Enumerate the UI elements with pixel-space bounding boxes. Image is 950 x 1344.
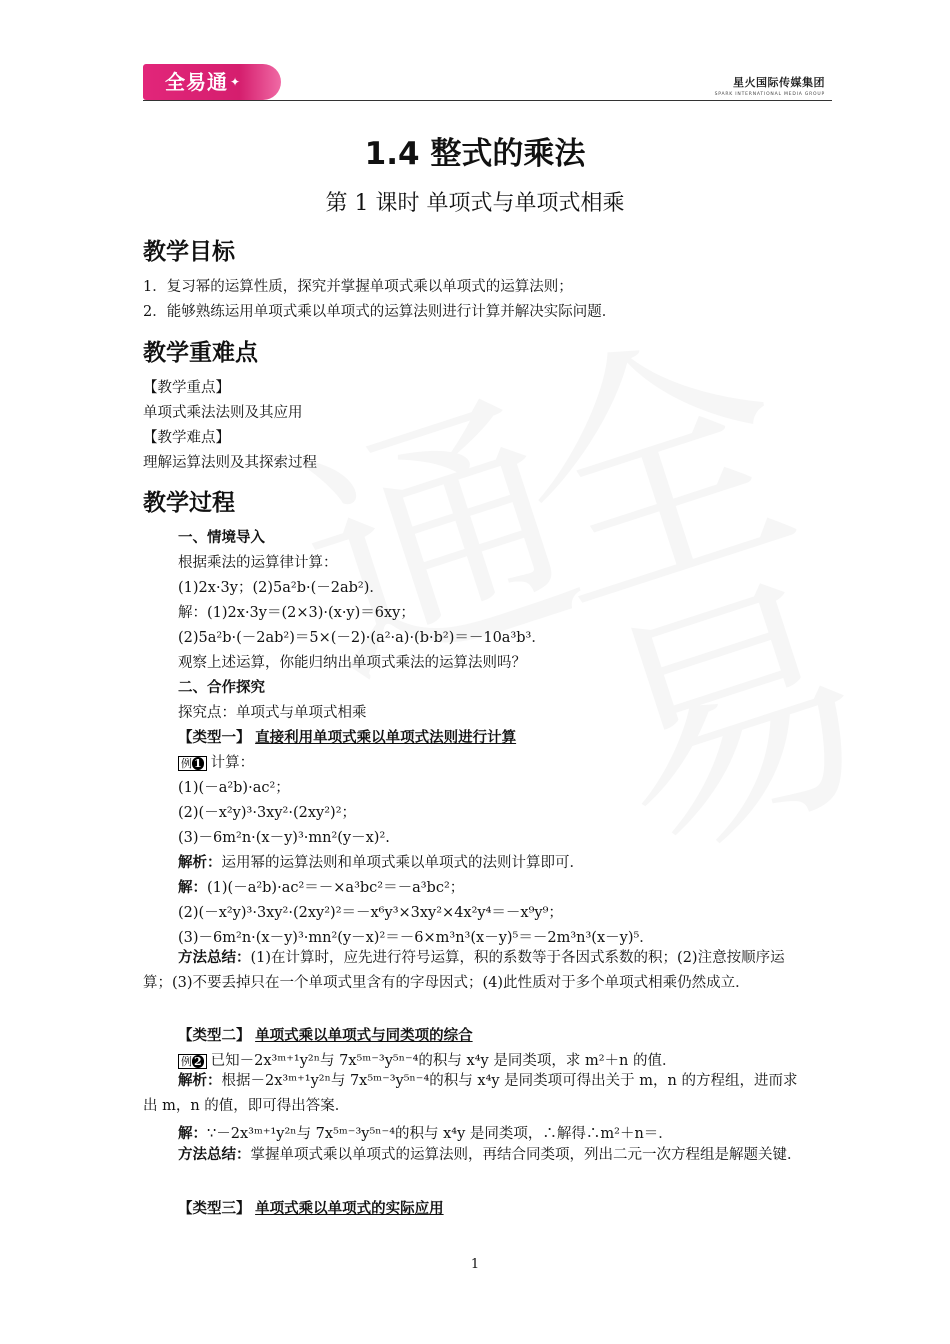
method-label: 方法总结：	[178, 1147, 251, 1163]
method-summary-2	[143, 1143, 807, 1168]
example-badge	[178, 1054, 207, 1069]
ex1-question-2: (2)(－x²y)³·3xy²·(2xy²)²；	[178, 805, 357, 821]
ex1-answer-3: (3)－6m²n·(x－y)³·mn²(y－x)²＝－6×m³n³(x－y)⁵＝－2m³n³(x－y)⁵．	[178, 930, 654, 946]
goal-item: 2．能够熟练运用单项式乘以单项式的运算法则进行计算并解决实际问题．	[143, 304, 617, 320]
solution-label: 解：	[178, 880, 207, 896]
intro-question: (1)2x·3y；(2)5a²b·(－2ab²)．	[178, 580, 384, 596]
intro-solution-2: (2)5a²b·(－2ab²)＝5×(－2)·(a²·a)·(b·b²)＝－10a³b³．	[178, 630, 546, 646]
solution-label: 解：	[178, 1126, 207, 1142]
type2-title: 单项式乘以单项式与同类项的综合	[255, 1028, 473, 1044]
type1-label: 【类型一】	[178, 730, 251, 746]
solution-text: ∵－2x³ᵐ⁺¹y²ⁿ与 7x⁵ᵐ⁻³y⁵ⁿ⁻⁴的积与 x⁴y 是同类项，∴解得∴m²＋n＝．	[207, 1126, 673, 1142]
section-heading-key: 教学重难点	[143, 340, 258, 366]
ex1-answer-2: (2)(－x²y)³·3xy²·(2xy²)²＝－x⁶y³×3xy²×4x²y⁴＝－x⁹y⁹；	[178, 905, 563, 921]
difficulty-label: 【教学难点】	[143, 430, 230, 446]
part2-title: 二、合作探究	[178, 680, 265, 696]
publisher-name-en: SPARK INTERNATIONAL MEDIA GROUP	[714, 92, 825, 97]
method-summary-1	[143, 946, 807, 996]
section-heading-goals: 教学目标	[143, 239, 235, 265]
type3-label: 【类型三】	[178, 1201, 251, 1217]
example-1-text: 计算：	[210, 755, 255, 771]
ex1-answer-1	[178, 878, 464, 898]
difficulty-text: 理解运算法则及其探索过程	[143, 455, 317, 471]
analysis-text: 根据－2x³ᵐ⁺¹y²ⁿ与 7x⁵ᵐ⁻³y⁵ⁿ⁻⁴的积与 x⁴y 是同类项可得出关于 m，n 的方程组，进而求出 m，n 的值，即可得出答案．	[143, 1073, 798, 1114]
example-badge-number: 2	[194, 1055, 202, 1068]
focus-label: 【教学重点】	[143, 380, 230, 396]
intro-solution-1: 解：(1)2x·3y＝(2×3)·(x·y)＝6xy；	[178, 605, 415, 621]
logo-text: 全易通	[165, 70, 228, 94]
example-badge-label: 例	[181, 757, 192, 770]
answer-text: (1)(－a²b)·ac²＝－×a³bc²＝－a³bc²；	[207, 880, 465, 896]
analysis-text: 运用幂的运算法则和单项式乘以单项式的法则计算即可．	[221, 855, 584, 871]
method-text: 掌握单项式乘以单项式的运算法则，再结合同类项，列出二元一次方程组是解题关键．	[250, 1147, 802, 1163]
focus-text: 单项式乘法法则及其应用	[143, 405, 303, 421]
publisher-name-cn: 星火国际传媒集团	[733, 76, 825, 89]
intro-text: 根据乘法的运算律计算：	[178, 555, 338, 571]
type1-heading	[178, 728, 516, 748]
type2-heading	[178, 1026, 473, 1046]
ex2-analysis	[143, 1069, 807, 1119]
publisher-brand	[715, 74, 825, 97]
ex1-analysis	[178, 853, 584, 873]
part1-title: 一、情境导入	[178, 530, 265, 546]
analysis-label: 解析：	[178, 855, 222, 871]
analysis-label: 解析：	[178, 1073, 222, 1089]
example-badge-label: 例	[181, 1055, 192, 1068]
explore-point: 探究点：单项式与单项式相乘	[178, 705, 367, 721]
ex1-question-1: (1)(－a²b)·ac²；	[178, 780, 290, 796]
goal-item: 1．复习幂的运算性质，探究并掌握单项式乘以单项式的运算法则；	[143, 279, 573, 295]
page-number: 1	[470, 1257, 480, 1272]
example-1	[178, 753, 254, 773]
method-text: (1)在计算时，应先进行符号运算，积的系数等于各因式系数的积；(2)注意按顺序运算；(3)不要丢掉只在一个单项式里含有的字母因式；(4)此性质对于多个单项式相乘仍然成立．	[143, 950, 785, 991]
ex2-solution	[178, 1124, 673, 1144]
page-title: 1.4 整式的乘法	[364, 136, 586, 172]
observe-text: 观察上述运算，你能归纳出单项式乘法的运算法则吗？	[178, 655, 526, 671]
section-heading-process: 教学过程	[143, 490, 235, 516]
sparkle-icon: ✦	[230, 75, 242, 89]
brand-logo	[143, 64, 281, 100]
method-label: 方法总结：	[178, 950, 251, 966]
type3-heading	[178, 1199, 444, 1219]
example-2-text: 已知－2x³ᵐ⁺¹y²ⁿ与 7x⁵ᵐ⁻³y⁵ⁿ⁻⁴的积与 x⁴y 是同类项，求 m²＋n 的值．	[210, 1053, 677, 1069]
example-2	[178, 1051, 676, 1071]
ex1-question-3: (3)－6m²n·(x－y)³·mn²(y－x)².	[178, 830, 390, 846]
page-subtitle: 第 1 课时 单项式与单项式相乘	[325, 191, 625, 216]
type2-label: 【类型二】	[178, 1028, 251, 1044]
header-divider	[143, 100, 832, 101]
example-badge-number: 1	[194, 757, 202, 770]
example-badge	[178, 756, 207, 771]
type3-title: 单项式乘以单项式的实际应用	[255, 1201, 444, 1217]
type1-title: 直接利用单项式乘以单项式法则进行计算	[255, 730, 517, 746]
